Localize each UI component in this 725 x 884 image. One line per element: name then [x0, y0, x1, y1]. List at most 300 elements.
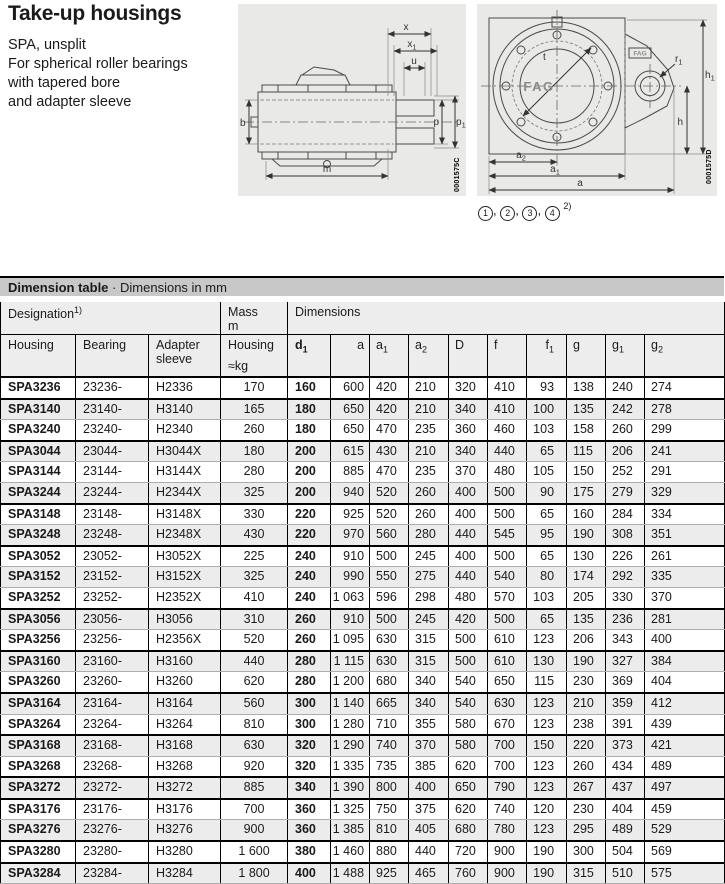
dim-cell-D: 500	[449, 651, 488, 672]
dim-cell-D: 370	[449, 462, 488, 483]
title-block	[8, 2, 234, 112]
bearing-cell: 23044-	[76, 441, 149, 462]
adapter-sleeve-cell: H2344X	[149, 482, 221, 503]
adapter-sleeve-cell: H3160	[149, 651, 221, 672]
table-row	[1, 525, 725, 546]
dim-label-u: u	[411, 56, 417, 67]
dim-cell-D: 720	[449, 841, 488, 863]
housing-cell: SPA3044	[1, 441, 76, 462]
mass-cell: 180	[221, 441, 288, 462]
dim-cell-f: 700	[488, 735, 527, 756]
dim-cell-f: 900	[488, 841, 527, 863]
dim-cell-d1: 200	[288, 482, 331, 503]
dim-cell-g1: 236	[606, 609, 645, 630]
dim-cell-d1: 240	[288, 567, 331, 588]
dim-cell-d1: 300	[288, 714, 331, 735]
dim-cell-f1: 105	[527, 462, 567, 483]
bearing-cell: 23248-	[76, 525, 149, 546]
dim-cell-g2: 400	[645, 630, 725, 651]
dim-cell-a1: 750	[370, 799, 409, 820]
dim-cell-f: 500	[488, 546, 527, 567]
subtitle-line: and adapter sleeve	[8, 94, 132, 110]
dim-cell-g2: 291	[645, 462, 725, 483]
dim-cell-a: 1 200	[331, 672, 370, 693]
dim-cell-g: 158	[567, 420, 606, 441]
col-header-d1: $d_1$	[288, 334, 331, 377]
dim-cell-g2: 459	[645, 799, 725, 820]
dim-label-h: h	[677, 117, 683, 128]
bearing-cell: 23280-	[76, 841, 149, 863]
dim-cell-a: 650	[331, 420, 370, 441]
dim-cell-f1: 150	[527, 735, 567, 756]
dim-cell-D: 400	[449, 482, 488, 503]
dim-cell-a1: 520	[370, 504, 409, 525]
adapter-sleeve-cell: H3280	[149, 841, 221, 863]
figure-code: 0001575C	[454, 157, 461, 192]
dim-cell-a1: 880	[370, 841, 409, 863]
adapter-sleeve-cell: H3144X	[149, 462, 221, 483]
mass-cell: 310	[221, 609, 288, 630]
table-row	[1, 567, 725, 588]
dim-cell-g: 315	[567, 863, 606, 884]
dim-cell-a2: 298	[409, 587, 449, 608]
dim-cell-g1: 330	[606, 587, 645, 608]
bearing-cell: 23260-	[76, 672, 149, 693]
dim-cell-g2: 575	[645, 863, 725, 884]
dim-cell-g: 190	[567, 651, 606, 672]
dim-cell-g2: 278	[645, 399, 725, 420]
adapter-sleeve-cell: H2356X	[149, 630, 221, 651]
dim-cell-f1: 65	[527, 504, 567, 525]
dim-cell-g: 300	[567, 841, 606, 863]
dim-cell-f1: 190	[527, 841, 567, 863]
dim-cell-f: 540	[488, 567, 527, 588]
dim-cell-d1: 180	[288, 420, 331, 441]
dim-cell-a1: 800	[370, 777, 409, 799]
callout-4: 4	[545, 206, 560, 221]
col-header-a1: $a_1$	[370, 334, 409, 377]
dimension-table-band: Dimension table · Dimensions in mm	[0, 276, 724, 296]
dim-cell-g1: 252	[606, 462, 645, 483]
dim-cell-g: 205	[567, 587, 606, 608]
col-group-dimensions: Dimensions	[288, 302, 725, 334]
housing-cell: SPA3276	[1, 820, 76, 841]
table-row	[1, 546, 725, 567]
dim-cell-a2: 385	[409, 756, 449, 777]
adapter-sleeve-cell: H3276	[149, 820, 221, 841]
dim-label-x: x	[403, 22, 409, 33]
dim-cell-a2: 340	[409, 693, 449, 714]
col-header-D: D	[449, 334, 488, 377]
mass-cell: 810	[221, 714, 288, 735]
mass-cell: 170	[221, 377, 288, 399]
dim-cell-D: 420	[449, 609, 488, 630]
dim-label-b: b	[240, 118, 246, 129]
housing-cell: SPA3248	[1, 525, 76, 546]
dim-cell-a1: 420	[370, 377, 409, 399]
adapter-sleeve-cell: H3044X	[149, 441, 221, 462]
dim-cell-f1: 65	[527, 609, 567, 630]
dim-cell-d1: 280	[288, 672, 331, 693]
dim-cell-D: 760	[449, 863, 488, 884]
dim-cell-a2: 210	[409, 377, 449, 399]
dim-cell-a2: 315	[409, 651, 449, 672]
dim-cell-a2: 275	[409, 567, 449, 588]
table-row	[1, 441, 725, 462]
dim-cell-f1: 190	[527, 863, 567, 884]
mass-cell: 225	[221, 546, 288, 567]
dim-cell-g1: 242	[606, 399, 645, 420]
dim-cell-f: 500	[488, 504, 527, 525]
dim-cell-f1: 65	[527, 546, 567, 567]
dim-cell-a1: 470	[370, 420, 409, 441]
dim-cell-f1: 95	[527, 525, 567, 546]
dim-cell-g1: 308	[606, 525, 645, 546]
dim-cell-D: 340	[449, 441, 488, 462]
adapter-sleeve-cell: H3168	[149, 735, 221, 756]
dim-cell-a2: 375	[409, 799, 449, 820]
dim-label-t: t	[543, 52, 546, 63]
dim-cell-d1: 380	[288, 841, 331, 863]
dim-cell-d1: 360	[288, 820, 331, 841]
dim-cell-g: 206	[567, 630, 606, 651]
dim-label-p1: $p_1$	[456, 117, 466, 130]
table-row	[1, 777, 725, 799]
dim-label-h1: $h_1$	[705, 70, 715, 83]
dim-cell-g2: 329	[645, 482, 725, 503]
bearing-cell: 23284-	[76, 863, 149, 884]
dim-cell-a1: 500	[370, 546, 409, 567]
page-title: Take-up housings	[8, 2, 182, 25]
front-view-drawing	[477, 4, 717, 196]
dim-cell-f: 410	[488, 377, 527, 399]
table-row	[1, 504, 725, 525]
dim-cell-a: 1 488	[331, 863, 370, 884]
adapter-sleeve-cell: H3268	[149, 756, 221, 777]
col-header-a: a	[331, 334, 370, 377]
dim-cell-d1: 200	[288, 462, 331, 483]
dim-cell-a: 1 115	[331, 651, 370, 672]
dim-cell-a: 650	[331, 399, 370, 420]
dim-cell-D: 540	[449, 672, 488, 693]
dim-cell-f: 500	[488, 482, 527, 503]
dim-cell-g: 150	[567, 462, 606, 483]
dim-cell-a: 940	[331, 482, 370, 503]
adapter-sleeve-cell: H3164	[149, 693, 221, 714]
dim-cell-a2: 340	[409, 672, 449, 693]
dim-cell-D: 620	[449, 799, 488, 820]
dim-cell-a2: 245	[409, 546, 449, 567]
bearing-cell: 23164-	[76, 693, 149, 714]
dim-cell-g: 220	[567, 735, 606, 756]
dim-cell-a: 1 063	[331, 587, 370, 608]
dim-cell-f1: 115	[527, 672, 567, 693]
dim-cell-g: 135	[567, 609, 606, 630]
dim-cell-g1: 279	[606, 482, 645, 503]
dim-cell-f: 650	[488, 672, 527, 693]
housing-cell: SPA3284	[1, 863, 76, 884]
adapter-sleeve-cell: H3176	[149, 799, 221, 820]
bearing-cell: 23160-	[76, 651, 149, 672]
dim-cell-d1: 340	[288, 777, 331, 799]
table-row	[1, 841, 725, 863]
dim-cell-a2: 210	[409, 399, 449, 420]
callout-1: 1	[478, 206, 493, 221]
dim-label-a: a	[577, 178, 583, 189]
adapter-sleeve-cell: H2348X	[149, 525, 221, 546]
mass-cell: 280	[221, 462, 288, 483]
col-header-f: f	[488, 334, 527, 377]
dim-cell-g1: 260	[606, 420, 645, 441]
housing-cell: SPA3240	[1, 420, 76, 441]
dim-cell-f1: 123	[527, 777, 567, 799]
dim-cell-D: 440	[449, 525, 488, 546]
bearing-cell: 23244-	[76, 482, 149, 503]
table-row	[1, 820, 725, 841]
adapter-sleeve-cell: H2340	[149, 420, 221, 441]
adapter-sleeve-cell: H3140	[149, 399, 221, 420]
col-header-g2: $g_2$	[645, 334, 725, 377]
dim-label-a1: $a_1$	[550, 164, 560, 177]
dim-cell-f1: 123	[527, 714, 567, 735]
dim-cell-a: 1 290	[331, 735, 370, 756]
dim-cell-a1: 810	[370, 820, 409, 841]
dim-cell-f: 900	[488, 863, 527, 884]
dim-cell-f1: 90	[527, 482, 567, 503]
col-header-f1: $f_1$	[527, 334, 567, 377]
dim-cell-a1: 735	[370, 756, 409, 777]
dim-cell-g: 175	[567, 482, 606, 503]
dim-cell-a1: 630	[370, 651, 409, 672]
dim-cell-g: 230	[567, 672, 606, 693]
housing-cell: SPA3164	[1, 693, 76, 714]
subtitle-line: SPA, unsplit	[8, 37, 86, 53]
table-row	[1, 630, 725, 651]
dim-cell-d1: 160	[288, 377, 331, 399]
dim-cell-d1: 200	[288, 441, 331, 462]
dim-cell-g1: 240	[606, 377, 645, 399]
dim-cell-D: 580	[449, 714, 488, 735]
dim-cell-a2: 280	[409, 525, 449, 546]
dim-cell-a: 885	[331, 462, 370, 483]
bearing-cell: 23168-	[76, 735, 149, 756]
adapter-sleeve-cell: H3284	[149, 863, 221, 884]
dim-cell-d1: 320	[288, 735, 331, 756]
dim-cell-g2: 421	[645, 735, 725, 756]
housing-cell: SPA3264	[1, 714, 76, 735]
housing-cell: SPA3268	[1, 756, 76, 777]
adapter-sleeve-cell: H3260	[149, 672, 221, 693]
mass-cell: 325	[221, 482, 288, 503]
dim-cell-a1: 420	[370, 399, 409, 420]
dim-cell-a1: 680	[370, 672, 409, 693]
dim-label-m: m	[322, 164, 332, 175]
dim-cell-d1: 260	[288, 609, 331, 630]
dim-cell-d1: 240	[288, 587, 331, 608]
dim-cell-f: 570	[488, 587, 527, 608]
mass-cell: 1 800	[221, 863, 288, 884]
dim-cell-g1: 206	[606, 441, 645, 462]
dim-cell-d1: 320	[288, 756, 331, 777]
bearing-cell: 23236-	[76, 377, 149, 399]
adapter-sleeve-cell: H3272	[149, 777, 221, 799]
dim-cell-g: 138	[567, 377, 606, 399]
dim-cell-a2: 355	[409, 714, 449, 735]
mass-cell: 560	[221, 693, 288, 714]
callout-3: 3	[522, 206, 537, 221]
dim-cell-f: 500	[488, 609, 527, 630]
dim-cell-a2: 400	[409, 777, 449, 799]
dim-cell-g1: 369	[606, 672, 645, 693]
mass-cell: 920	[221, 756, 288, 777]
dim-cell-a1: 430	[370, 441, 409, 462]
dim-cell-g: 174	[567, 567, 606, 588]
dim-cell-a2: 315	[409, 630, 449, 651]
dim-cell-f: 790	[488, 777, 527, 799]
dim-cell-f: 740	[488, 799, 527, 820]
dim-cell-g2: 529	[645, 820, 725, 841]
dim-cell-a1: 550	[370, 567, 409, 588]
bearing-cell: 23252-	[76, 587, 149, 608]
table-row	[1, 377, 725, 399]
dim-cell-f: 545	[488, 525, 527, 546]
table-row	[1, 799, 725, 820]
dim-cell-a: 600	[331, 377, 370, 399]
dim-cell-D: 500	[449, 630, 488, 651]
dim-cell-a: 1 390	[331, 777, 370, 799]
dim-cell-g2: 351	[645, 525, 725, 546]
dim-cell-a1: 710	[370, 714, 409, 735]
callout-2: 2	[500, 206, 515, 221]
dim-cell-g: 130	[567, 546, 606, 567]
bearing-cell: 23264-	[76, 714, 149, 735]
subtitle-line: For spherical roller bearings	[8, 56, 188, 72]
bearing-cell: 23176-	[76, 799, 149, 820]
mass-cell: 165	[221, 399, 288, 420]
housing-cell: SPA3160	[1, 651, 76, 672]
col-header-bearing: Bearing	[76, 334, 149, 377]
dim-cell-g2: 489	[645, 756, 725, 777]
dim-cell-g1: 504	[606, 841, 645, 863]
bearing-cell: 23056-	[76, 609, 149, 630]
mass-cell: 630	[221, 735, 288, 756]
dim-cell-g: 260	[567, 756, 606, 777]
fag-logo: FAG	[523, 79, 555, 94]
housing-cell: SPA3144	[1, 462, 76, 483]
dim-cell-g2: 335	[645, 567, 725, 588]
dim-label-x1: $x_1$	[407, 39, 417, 52]
dim-cell-g2: 384	[645, 651, 725, 672]
dim-cell-a: 970	[331, 525, 370, 546]
col-header-a2: $a_2$	[409, 334, 449, 377]
dim-cell-d1: 260	[288, 630, 331, 651]
dim-cell-g: 238	[567, 714, 606, 735]
dim-cell-a: 1 385	[331, 820, 370, 841]
table-row	[1, 693, 725, 714]
dim-cell-g: 210	[567, 693, 606, 714]
dim-cell-a: 990	[331, 567, 370, 588]
dim-cell-g1: 437	[606, 777, 645, 799]
col-header-mass-housing: Housing ≈kg	[221, 334, 288, 377]
dimension-table	[0, 302, 725, 884]
housing-cell: SPA3236	[1, 377, 76, 399]
dim-cell-a1: 560	[370, 525, 409, 546]
adapter-sleeve-cell: H2336	[149, 377, 221, 399]
dim-cell-g1: 226	[606, 546, 645, 567]
housing-cell: SPA3260	[1, 672, 76, 693]
adapter-sleeve-cell: H3148X	[149, 504, 221, 525]
dim-cell-f1: 123	[527, 820, 567, 841]
dim-cell-g2: 412	[645, 693, 725, 714]
dim-cell-D: 340	[449, 399, 488, 420]
dim-cell-a: 1 335	[331, 756, 370, 777]
dim-cell-a1: 470	[370, 462, 409, 483]
adapter-sleeve-cell: H3152X	[149, 567, 221, 588]
housing-cell: SPA3148	[1, 504, 76, 525]
dim-label-a2: $a_2$	[516, 150, 526, 163]
fag-logo-small: FAG	[633, 50, 647, 58]
table-row	[1, 651, 725, 672]
dim-cell-a1: 925	[370, 863, 409, 884]
dim-cell-a1: 740	[370, 735, 409, 756]
dim-cell-d1: 220	[288, 504, 331, 525]
dim-cell-D: 400	[449, 546, 488, 567]
dim-cell-g1: 510	[606, 863, 645, 884]
mass-cell: 430	[221, 525, 288, 546]
dim-cell-a: 910	[331, 609, 370, 630]
dim-cell-D: 440	[449, 567, 488, 588]
dim-cell-f: 630	[488, 693, 527, 714]
dim-cell-a2: 210	[409, 441, 449, 462]
dim-cell-a: 1 140	[331, 693, 370, 714]
dim-cell-a2: 235	[409, 420, 449, 441]
table-row	[1, 714, 725, 735]
adapter-sleeve-cell: H3056	[149, 609, 221, 630]
dim-cell-f: 480	[488, 462, 527, 483]
housing-cell: SPA3140	[1, 399, 76, 420]
dim-cell-g2: 569	[645, 841, 725, 863]
dim-cell-f1: 80	[527, 567, 567, 588]
col-header-housing: Housing	[1, 334, 76, 377]
dim-cell-d1: 360	[288, 799, 331, 820]
housing-cell: SPA3272	[1, 777, 76, 799]
dim-cell-f1: 65	[527, 441, 567, 462]
dim-cell-a2: 245	[409, 609, 449, 630]
bearing-cell: 23152-	[76, 567, 149, 588]
mass-cell: 700	[221, 799, 288, 820]
dim-cell-g1: 391	[606, 714, 645, 735]
housing-cell: SPA3056	[1, 609, 76, 630]
dim-cell-g2: 281	[645, 609, 725, 630]
dim-cell-g1: 359	[606, 693, 645, 714]
dim-cell-g2: 261	[645, 546, 725, 567]
housing-cell: SPA3152	[1, 567, 76, 588]
dim-cell-D: 680	[449, 820, 488, 841]
mass-cell: 885	[221, 777, 288, 799]
dim-cell-g: 230	[567, 799, 606, 820]
adapter-sleeve-cell: H2352X	[149, 587, 221, 608]
dim-cell-D: 320	[449, 377, 488, 399]
bearing-cell: 23148-	[76, 504, 149, 525]
table-row	[1, 735, 725, 756]
dim-cell-a1: 665	[370, 693, 409, 714]
dim-cell-D: 480	[449, 587, 488, 608]
dim-cell-g1: 284	[606, 504, 645, 525]
dim-cell-g: 190	[567, 525, 606, 546]
dim-cell-a: 1 280	[331, 714, 370, 735]
dim-cell-a1: 500	[370, 609, 409, 630]
dim-cell-g: 160	[567, 504, 606, 525]
